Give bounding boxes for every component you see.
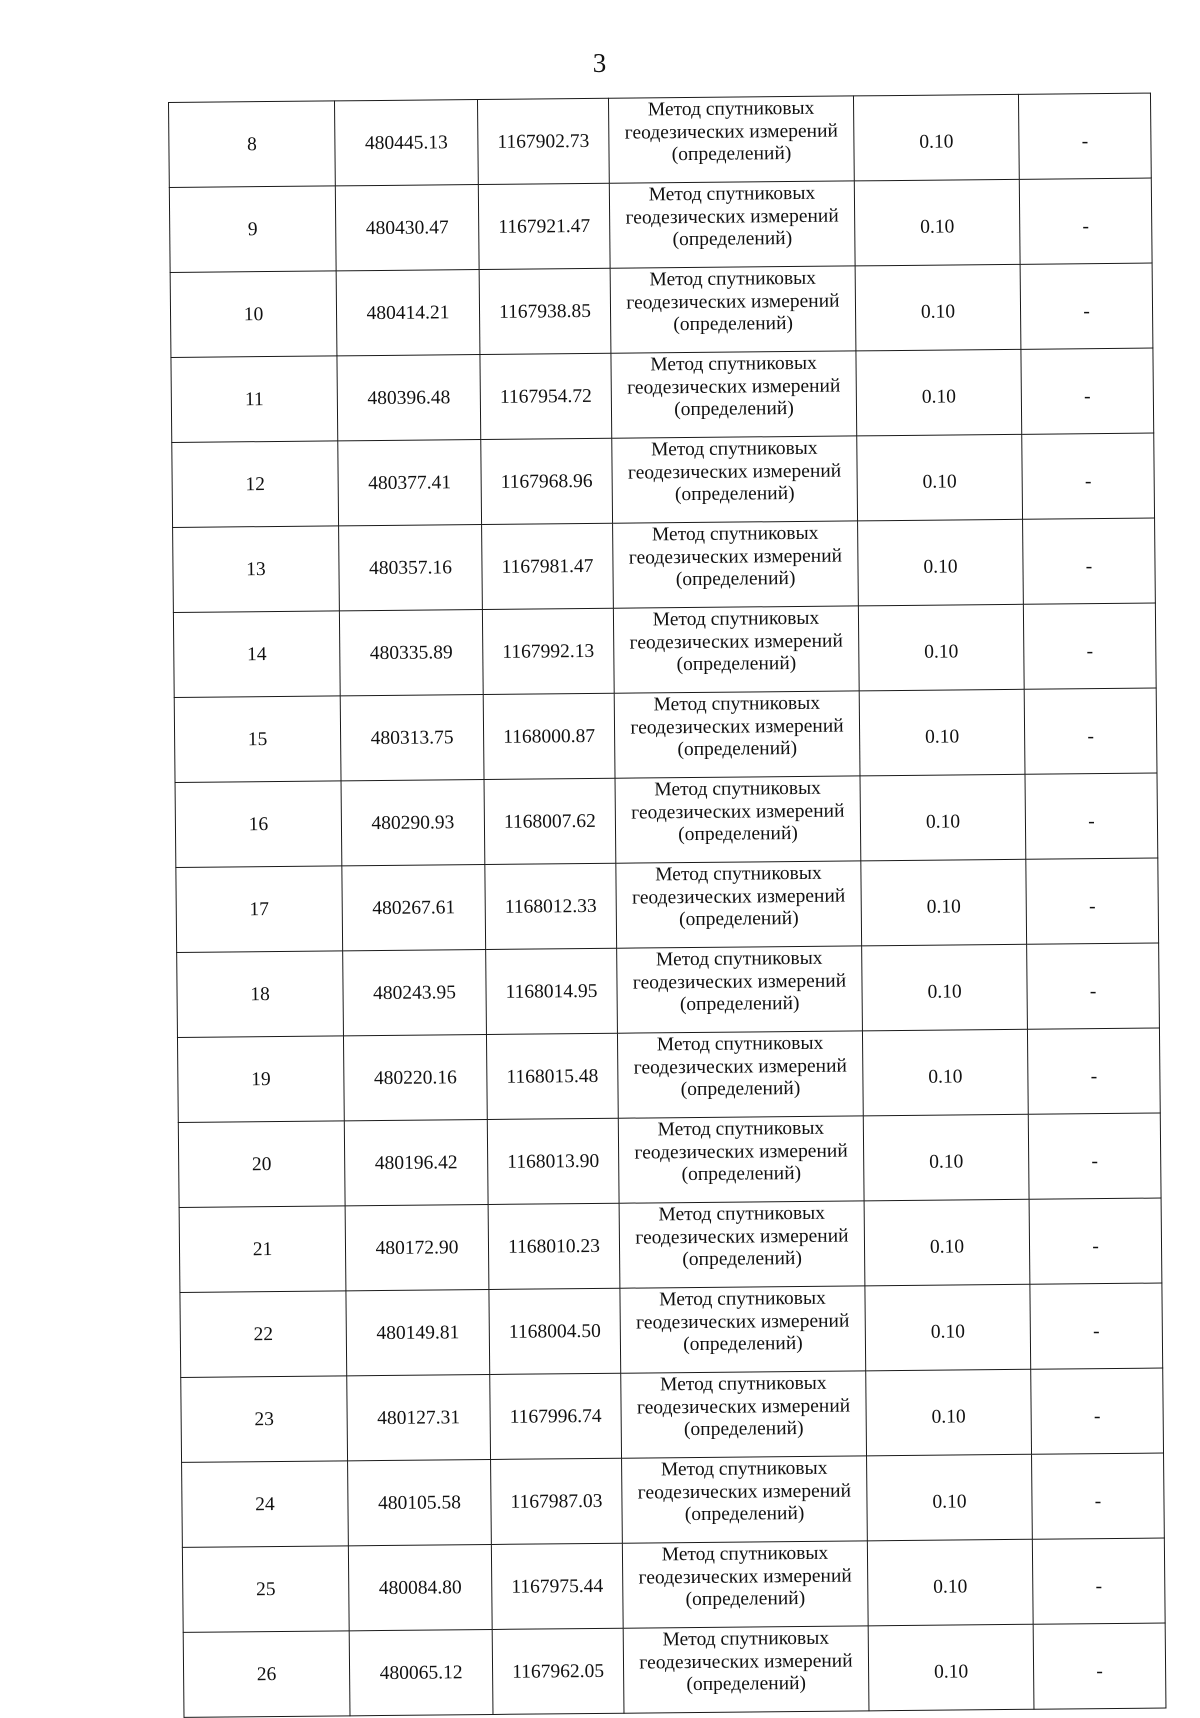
y-coordinate-cell: 1167968.96 bbox=[481, 438, 613, 524]
method-line: (определений) bbox=[671, 143, 792, 166]
method-cell bbox=[621, 1371, 867, 1458]
point-number-cell: 8 bbox=[169, 101, 336, 188]
y-coordinate-cell: 1168014.95 bbox=[486, 948, 618, 1034]
method-line: геодезических измерений bbox=[637, 1480, 852, 1504]
y-coordinate-cell: 1168004.50 bbox=[489, 1288, 621, 1374]
table-row bbox=[172, 433, 1155, 527]
page-number: 3 bbox=[592, 48, 608, 78]
method-line: (определений) bbox=[682, 1247, 803, 1271]
table-row bbox=[182, 1453, 1165, 1547]
method-line: геодезических измерений bbox=[635, 1225, 849, 1249]
method-cell bbox=[622, 1456, 868, 1543]
x-coordinate-cell: 480220.16 bbox=[343, 1034, 487, 1120]
x-coordinate-cell: 480313.75 bbox=[340, 695, 484, 781]
method-line: (определений) bbox=[680, 1077, 801, 1101]
table-row bbox=[171, 348, 1154, 442]
point-number-cell: 26 bbox=[183, 1631, 350, 1718]
x-coordinate-cell: 480414.21 bbox=[336, 270, 480, 356]
accuracy-cell: 0.10 bbox=[855, 264, 1021, 351]
point-number-cell: 14 bbox=[173, 611, 340, 698]
point-number-cell: 18 bbox=[177, 951, 344, 1038]
y-coordinate-cell: 1167975.44 bbox=[491, 1543, 623, 1629]
table-row bbox=[177, 1028, 1160, 1122]
note-cell: - bbox=[1031, 1368, 1164, 1454]
y-coordinate-cell: 1167996.74 bbox=[490, 1373, 622, 1459]
accuracy-cell: 0.10 bbox=[866, 1369, 1032, 1456]
note-cell: - bbox=[1024, 688, 1157, 774]
table-row bbox=[170, 263, 1153, 357]
y-coordinate-cell: 1167954.72 bbox=[480, 353, 612, 439]
x-coordinate-cell: 480445.13 bbox=[334, 100, 478, 186]
accuracy-cell: 0.10 bbox=[859, 689, 1025, 776]
note-cell: - bbox=[1023, 603, 1156, 689]
table-row bbox=[182, 1538, 1165, 1632]
note-cell: - bbox=[1030, 1283, 1163, 1369]
method-line: (определений) bbox=[674, 398, 794, 421]
accuracy-cell: 0.10 bbox=[856, 349, 1022, 436]
x-coordinate-cell: 480357.16 bbox=[339, 525, 483, 611]
method-line: Метод спутниковых bbox=[655, 862, 822, 886]
x-coordinate-cell: 480196.42 bbox=[344, 1119, 488, 1205]
x-coordinate-cell: 480243.95 bbox=[343, 949, 487, 1035]
method-line: геодезических измерений bbox=[634, 1140, 848, 1164]
table-row bbox=[179, 1198, 1162, 1292]
method-cell bbox=[614, 691, 860, 778]
method-line: Метод спутниковых bbox=[659, 1372, 827, 1396]
y-coordinate-cell: 1167938.85 bbox=[479, 268, 611, 354]
note-cell: - bbox=[1033, 1623, 1166, 1709]
y-coordinate-cell: 1168013.90 bbox=[487, 1118, 619, 1204]
y-coordinate-cell: 1167981.47 bbox=[482, 523, 614, 609]
x-coordinate-cell: 480335.89 bbox=[339, 610, 483, 696]
point-number-cell: 24 bbox=[182, 1461, 349, 1548]
method-line: Метод спутниковых bbox=[648, 182, 816, 206]
method-cell bbox=[613, 606, 859, 693]
method-line: (определений) bbox=[674, 483, 795, 506]
x-coordinate-cell: 480172.90 bbox=[345, 1204, 489, 1290]
method-line: (определений) bbox=[676, 652, 797, 676]
point-number-cell: 11 bbox=[171, 356, 338, 443]
method-line: Метод спутниковых bbox=[654, 777, 821, 801]
method-line: Метод спутниковых bbox=[658, 1202, 826, 1226]
y-coordinate-cell: 1168012.33 bbox=[485, 863, 617, 949]
method-line: (определений) bbox=[678, 822, 798, 846]
method-cell bbox=[613, 521, 859, 608]
method-line: Метод спутниковых bbox=[660, 1457, 828, 1481]
point-number-cell: 16 bbox=[175, 781, 342, 868]
method-cell bbox=[608, 96, 854, 183]
table-row bbox=[183, 1623, 1166, 1717]
method-line: (определений) bbox=[673, 313, 794, 336]
point-number-cell: 20 bbox=[178, 1121, 345, 1208]
table-row bbox=[178, 1113, 1161, 1207]
y-coordinate-cell: 1168015.48 bbox=[486, 1033, 618, 1119]
method-line: геодезических измерений bbox=[627, 375, 841, 399]
note-cell: - bbox=[1027, 1028, 1160, 1114]
method-cell bbox=[616, 861, 862, 948]
table-row bbox=[177, 943, 1160, 1037]
point-number-cell: 23 bbox=[181, 1376, 348, 1463]
point-number-cell: 9 bbox=[169, 186, 336, 273]
note-cell: - bbox=[1025, 773, 1158, 859]
method-line: геодезических измерений bbox=[630, 715, 844, 739]
method-line: (определений) bbox=[675, 567, 796, 591]
method-line: Метод спутниковых bbox=[655, 947, 823, 971]
table-row bbox=[169, 93, 1152, 187]
accuracy-cell: 0.10 bbox=[862, 944, 1028, 1031]
x-coordinate-cell: 480149.81 bbox=[346, 1289, 490, 1375]
method-cell bbox=[620, 1286, 866, 1373]
note-cell: - bbox=[1023, 518, 1156, 604]
method-line: (определений) bbox=[678, 907, 799, 931]
method-line: (определений) bbox=[681, 1162, 802, 1186]
method-line: (определений) bbox=[685, 1587, 806, 1611]
y-coordinate-cell: 1167921.47 bbox=[478, 183, 610, 269]
point-number-cell: 17 bbox=[176, 866, 343, 953]
accuracy-cell: 0.10 bbox=[858, 519, 1024, 606]
method-line: геодезических измерений bbox=[626, 290, 840, 314]
x-coordinate-cell: 480127.31 bbox=[347, 1374, 491, 1460]
accuracy-cell: 0.10 bbox=[854, 179, 1020, 266]
method-line: геодезических измерений bbox=[629, 630, 843, 654]
note-cell: - bbox=[1019, 178, 1152, 264]
point-number-cell: 15 bbox=[174, 696, 341, 783]
method-line: геодезических измерений bbox=[631, 800, 845, 824]
accuracy-cell: 0.10 bbox=[867, 1454, 1033, 1541]
note-cell: - bbox=[1027, 943, 1160, 1029]
method-line: (определений) bbox=[686, 1672, 807, 1696]
point-number-cell: 25 bbox=[182, 1546, 349, 1633]
method-line: геодезических измерений bbox=[638, 1565, 852, 1589]
method-cell bbox=[611, 351, 857, 438]
note-cell: - bbox=[1026, 858, 1159, 944]
accuracy-cell: 0.10 bbox=[858, 604, 1024, 691]
coordinates-table bbox=[168, 93, 1166, 1718]
x-coordinate-cell: 480267.61 bbox=[342, 864, 486, 950]
note-cell: - bbox=[1021, 348, 1154, 434]
y-coordinate-cell: 1167962.05 bbox=[492, 1628, 624, 1714]
accuracy-cell: 0.10 bbox=[861, 859, 1027, 946]
method-cell bbox=[610, 266, 856, 353]
accuracy-cell: 0.10 bbox=[857, 434, 1023, 521]
table-row bbox=[181, 1368, 1164, 1462]
accuracy-cell: 0.10 bbox=[862, 1029, 1028, 1116]
point-number-cell: 22 bbox=[180, 1291, 347, 1378]
method-line: геодезических измерений bbox=[624, 120, 839, 144]
method-line: Метод спутниковых bbox=[647, 97, 815, 121]
point-number-cell: 10 bbox=[170, 271, 337, 358]
y-coordinate-cell: 1167992.13 bbox=[482, 608, 614, 694]
method-line: (определений) bbox=[679, 992, 800, 1016]
method-line: геодезических измерений bbox=[636, 1310, 850, 1334]
point-number-cell: 21 bbox=[179, 1206, 346, 1293]
x-coordinate-cell: 480377.41 bbox=[338, 440, 482, 526]
method-line: (определений) bbox=[683, 1417, 804, 1441]
note-cell: - bbox=[1028, 1113, 1161, 1199]
method-line: Метод спутниковых bbox=[653, 692, 821, 716]
table-row bbox=[174, 688, 1157, 782]
accuracy-cell: 0.10 bbox=[867, 1539, 1033, 1626]
method-line: геодезических измерений bbox=[628, 545, 843, 569]
note-cell: - bbox=[1032, 1453, 1165, 1539]
point-number-cell: 12 bbox=[172, 441, 339, 528]
accuracy-cell: 0.10 bbox=[868, 1624, 1034, 1711]
method-line: геодезических измерений bbox=[636, 1395, 851, 1419]
method-line: (определений) bbox=[684, 1502, 805, 1526]
method-line: Метод спутниковых bbox=[657, 1117, 825, 1141]
method-line: (определений) bbox=[677, 737, 798, 761]
method-line: Метод спутниковых bbox=[651, 522, 819, 546]
method-line: Метод спутниковых bbox=[649, 267, 817, 291]
accuracy-cell: 0.10 bbox=[853, 94, 1019, 181]
method-line: (определений) bbox=[683, 1332, 803, 1356]
point-number-cell: 13 bbox=[173, 526, 340, 613]
coordinates-table-body bbox=[169, 93, 1166, 1717]
y-coordinate-cell: 1168007.62 bbox=[484, 778, 616, 864]
x-coordinate-cell: 480084.80 bbox=[348, 1544, 492, 1630]
method-line: Метод спутниковых bbox=[656, 1032, 824, 1056]
method-line: геодезических измерений bbox=[632, 970, 847, 994]
note-cell: - bbox=[1029, 1198, 1162, 1284]
x-coordinate-cell: 480430.47 bbox=[335, 185, 479, 271]
table-row bbox=[173, 603, 1156, 697]
note-cell: - bbox=[1020, 263, 1153, 349]
y-coordinate-cell: 1168000.87 bbox=[483, 693, 615, 779]
method-cell bbox=[623, 1626, 869, 1713]
method-line: геодезических измерений bbox=[625, 205, 839, 229]
method-line: геодезических измерений bbox=[633, 1055, 848, 1079]
method-line: геодезических измерений bbox=[631, 885, 846, 909]
method-cell bbox=[617, 1031, 863, 1118]
method-cell bbox=[622, 1541, 868, 1628]
y-coordinate-cell: 1167902.73 bbox=[477, 98, 609, 184]
y-coordinate-cell: 1168010.23 bbox=[488, 1203, 620, 1289]
x-coordinate-cell: 480290.93 bbox=[341, 779, 485, 865]
accuracy-cell: 0.10 bbox=[860, 774, 1026, 861]
method-cell bbox=[609, 181, 855, 268]
method-cell bbox=[617, 946, 863, 1033]
y-coordinate-cell: 1167987.03 bbox=[491, 1458, 623, 1544]
table-row bbox=[173, 518, 1156, 612]
note-cell: - bbox=[1018, 93, 1151, 179]
accuracy-cell: 0.10 bbox=[865, 1284, 1031, 1371]
method-line: Метод спутниковых bbox=[661, 1542, 829, 1566]
accuracy-cell: 0.10 bbox=[863, 1114, 1029, 1201]
method-cell bbox=[615, 776, 861, 863]
x-coordinate-cell: 480065.12 bbox=[349, 1629, 493, 1715]
method-cell bbox=[612, 436, 858, 523]
method-line: Метод спутниковых bbox=[659, 1287, 826, 1311]
point-number-cell: 19 bbox=[177, 1036, 344, 1123]
note-cell: - bbox=[1022, 433, 1155, 519]
accuracy-cell: 0.10 bbox=[864, 1199, 1030, 1286]
method-cell bbox=[619, 1201, 865, 1288]
table-row bbox=[175, 773, 1158, 867]
method-line: геодезических измерений bbox=[639, 1650, 853, 1674]
method-line: (определений) bbox=[672, 228, 793, 251]
table-row bbox=[176, 858, 1159, 952]
method-line: Метод спутниковых bbox=[652, 607, 820, 631]
method-cell bbox=[618, 1116, 864, 1203]
x-coordinate-cell: 480396.48 bbox=[337, 355, 481, 441]
x-coordinate-cell: 480105.58 bbox=[348, 1459, 492, 1545]
note-cell: - bbox=[1032, 1538, 1165, 1624]
method-line: геодезических измерений bbox=[627, 460, 842, 484]
table-row bbox=[180, 1283, 1163, 1377]
method-line: Метод спутниковых bbox=[650, 352, 817, 376]
method-line: Метод спутниковых bbox=[662, 1627, 830, 1651]
table-row bbox=[169, 178, 1152, 272]
method-line: Метод спутниковых bbox=[650, 437, 818, 461]
